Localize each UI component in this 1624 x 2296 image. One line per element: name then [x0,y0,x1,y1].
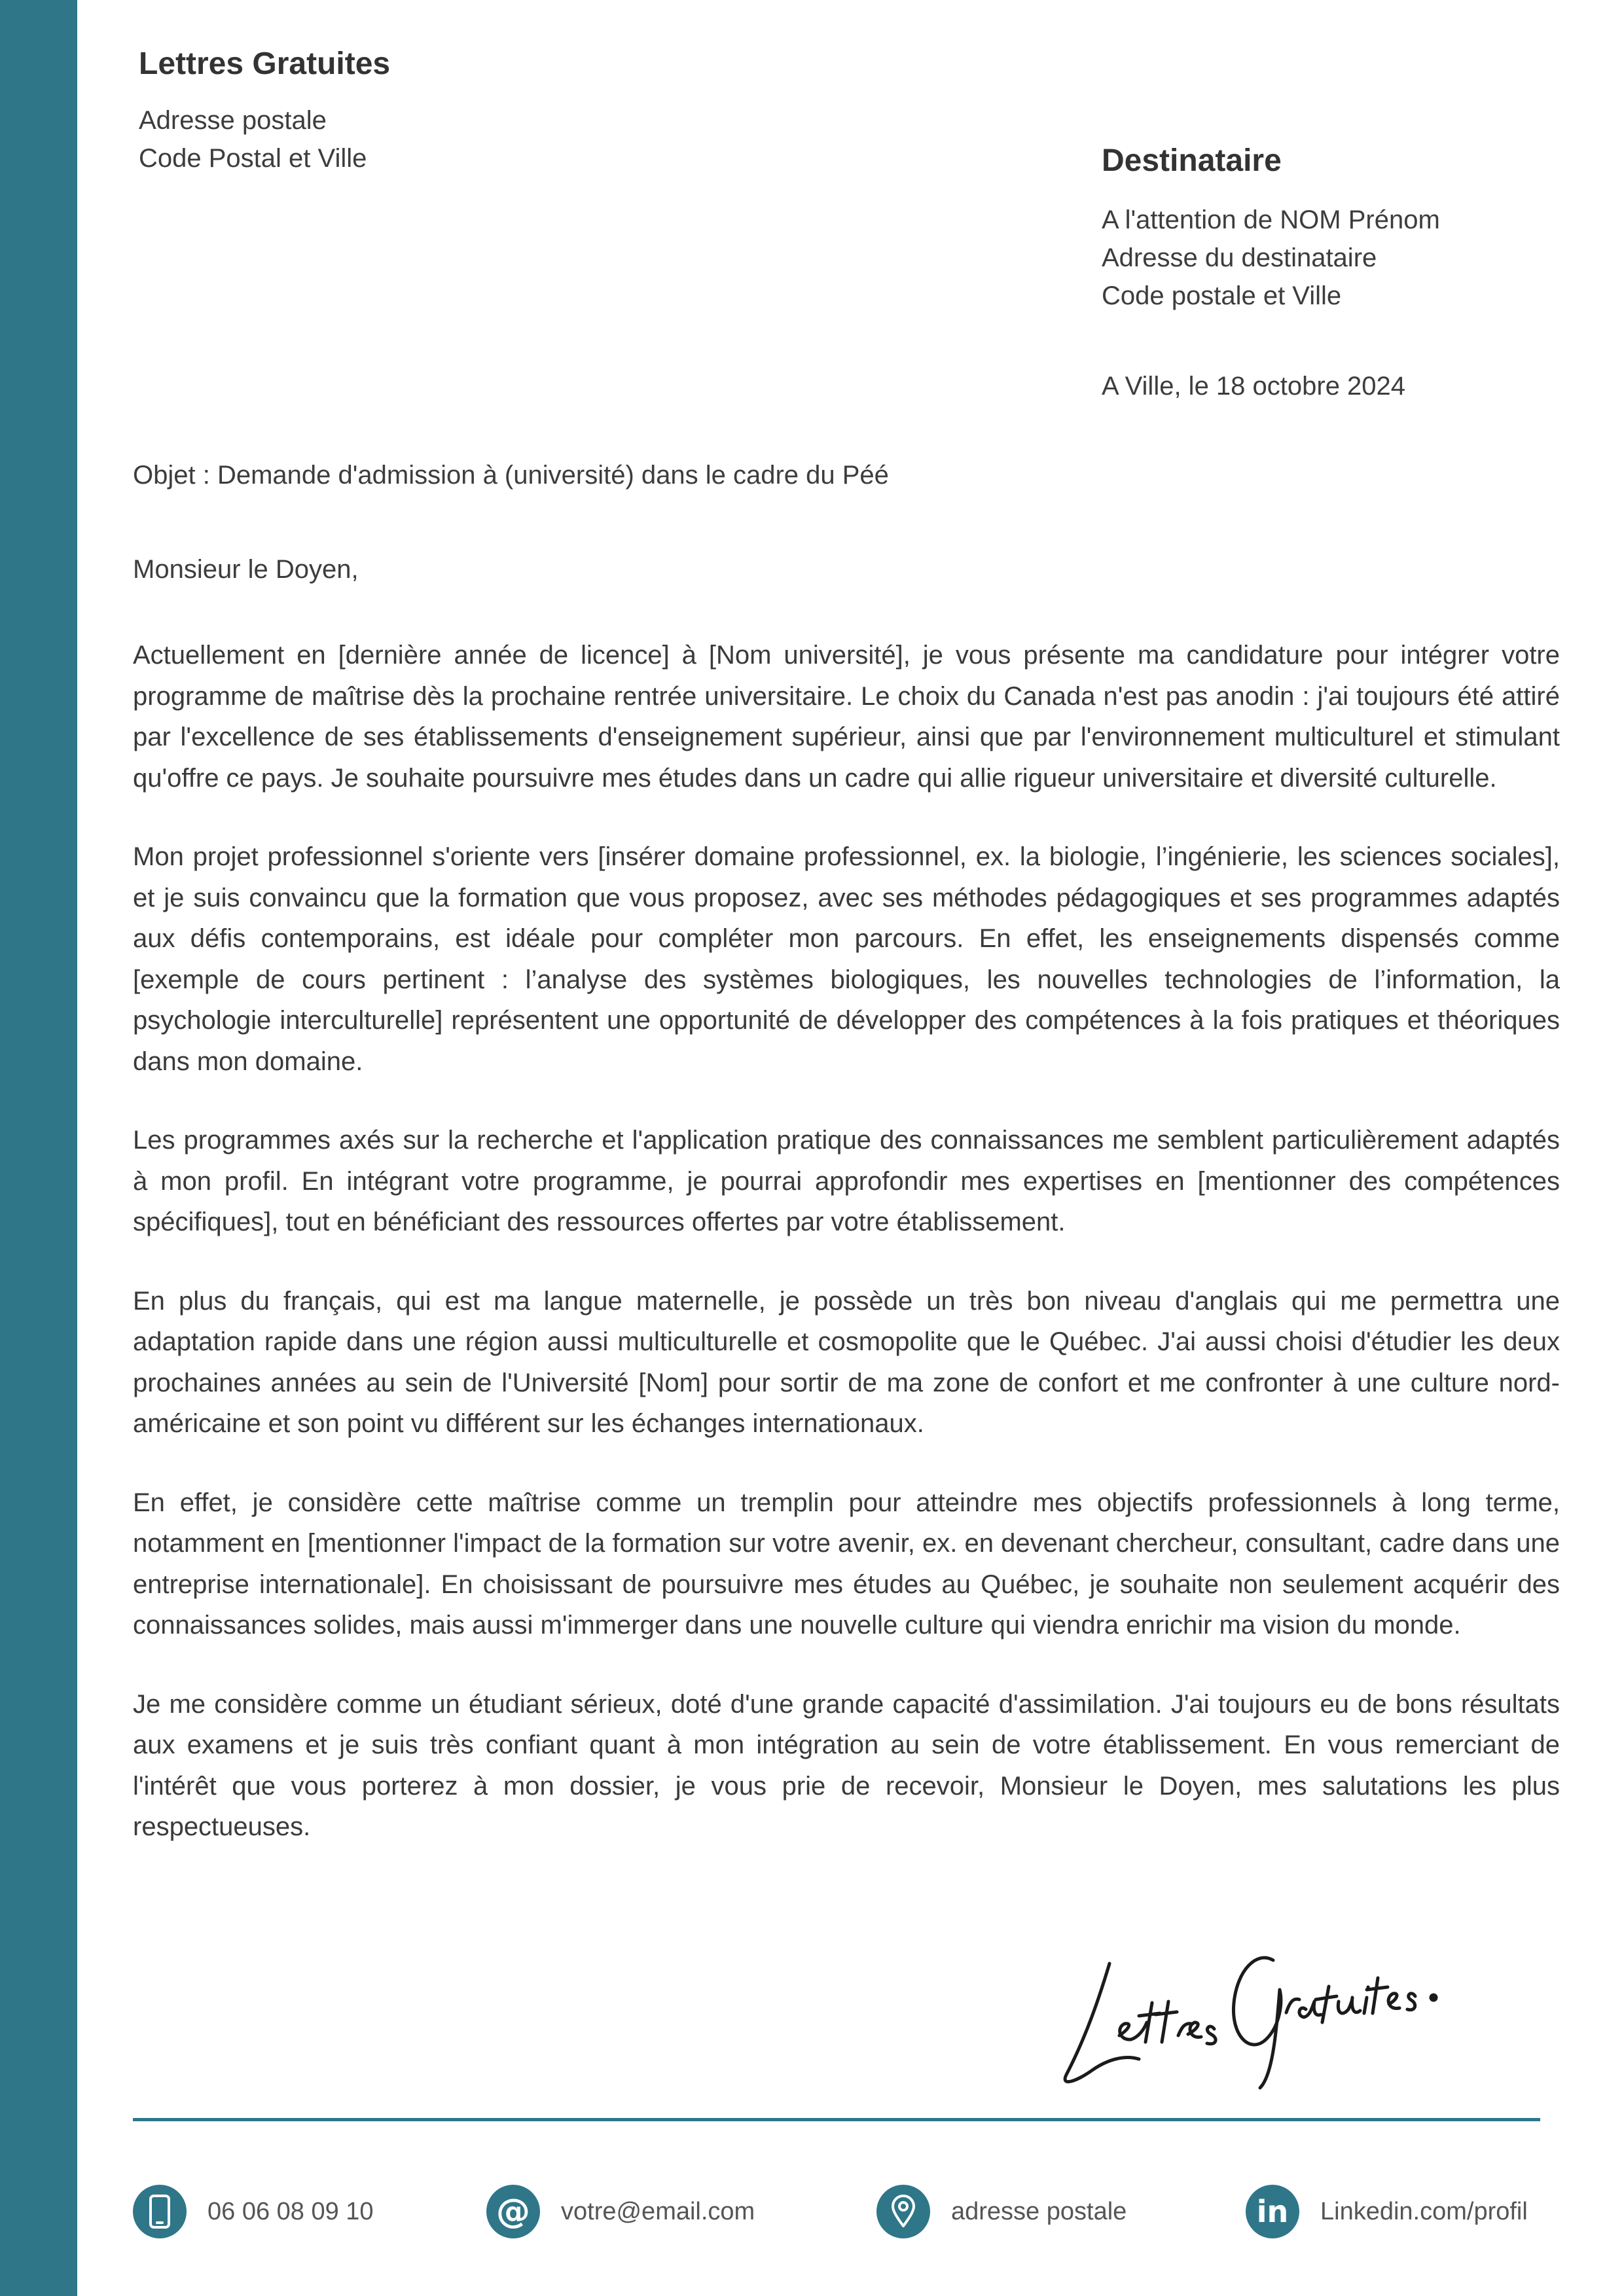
letter-date: A Ville, le 18 octobre 2024 [1102,372,1406,401]
handwritten-signature [1047,1924,1453,2094]
linkedin-profile[interactable]: Linkedin.com/profil [1320,2197,1528,2225]
postal-address: adresse postale [951,2197,1127,2225]
contact-address [876,2185,1127,2238]
phone-icon [133,2185,187,2238]
recipient-title: Destinataire [1102,143,1282,178]
contact-email[interactable] [486,2185,755,2238]
body-paragraph-4: En plus du français, qui est ma langue maternelle, je possède un très bon niveau d'anglais qui me permettra une adaptation rapide dans une région aussi multiculturelle et cosmopolite que le Québec. J'ai aussi choisi d'étudier les deux prochaines années au sein de l'Université [Nom] pour sortir de ma zone de confort et me confronter à une culture nord-américaine et son point vu différent sur les échanges internationaux. [133,1286,1560,1438]
sender-address: Adresse postale [139,106,327,135]
linkedin-icon: in [1246,2185,1299,2238]
recipient-city: Code postale et Ville [1102,281,1342,310]
sender-block [139,46,728,177]
letter-salutation: Monsieur le Doyen, [133,555,359,584]
body-paragraph-6: Je me considère comme un étudiant sérieux, doté d'une grande capacité d'assimilation. J'ai toujours eu de bons résultats aux examens et je suis très confiant quant à mon intégration au sein de votre établissement. En vous remerciant de l'intérêt que vous porterez à mon dossier, je vous prie de recevoir, Monsieur le Doyen, mes salutations les plus respectueuses. [133,1689,1560,1841]
recipient-block [1102,143,1560,315]
phone-number: 06 06 08 09 10 [208,2197,374,2225]
letter-body [133,635,1560,1886]
sender-city: Code Postal et Ville [139,144,367,173]
recipient-address: Adresse du destinataire [1102,243,1377,272]
footer-divider [133,2118,1540,2121]
contact-footer [133,2185,1553,2244]
sender-name: Lettres Gratuites [139,46,391,81]
letter-subject: Objet : Demande d'admission à (université) dans le cadre du Péé [133,461,889,490]
contact-phone [133,2185,374,2238]
email-icon: @ [486,2185,540,2238]
body-paragraph-1: Actuellement en [dernière année de licence] à [Nom université], je vous présente ma candidature pour intégrer votre programme de maîtrise dès la prochaine rentrée universitaire. Le choix du Canada n'est pas anodin : j'ai toujours été attiré par l'excellence de ses établissements d'enseignement supérieur, ainsi que par l'environnement multiculturel et stimulant qu'offre ce pays. Je souhaite poursuivre mes études dans un cadre qui allie rigueur universitaire et diversité culturelle. [133,641,1560,793]
location-icon [876,2185,930,2238]
email-address[interactable]: votre@email.com [561,2197,755,2225]
body-paragraph-2: Mon projet professionnel s'oriente vers [insérer domaine professionnel, ex. la biologie, l’ingénierie, les sciences sociales], et je suis convaincu que la formation que vous proposez, avec ses méthodes pédagogiques et ses programmes adaptés aux défis contemporains, est idéale pour compléter mon parcours. En effet, les enseignements dispensés comme [exemple de cours pertinent : l’analyse des systèmes biologiques, les nouvelles technologies de l’information, la psychologie interculturelle] représentent une opportunité de développer des compétences à la fois pratiques et théoriques dans mon domaine. [133,842,1560,1076]
body-paragraph-3: Les programmes axés sur la recherche et l'application pratique des connaissances me semblent particulièrement adaptés à mon profil. En intégrant votre programme, je pourrai approfondir mes expertises en [mentionner des compétences spécifiques], tout en bénéficiant des ressources offertes par votre établissement. [133,1126,1560,1236]
body-paragraph-5: En effet, je considère cette maîtrise comme un tremplin pour atteindre mes objectifs professionnels à long terme, notamment en [mentionner l'impact de la formation sur votre avenir, ex. en devenant chercheur, consultant, cadre dans une entreprise internationale]. En choisissant de poursuivre mes études au Québec, je souhaite non seulement acquérir des connaissances solides, mais aussi m'immerger dans une nouvelle culture qui viendra enrichir ma vision du monde. [133,1488,1560,1640]
contact-linkedin[interactable] [1246,2185,1528,2238]
side-accent-band [0,0,77,2296]
recipient-attention: A l'attention de NOM Prénom [1102,206,1440,234]
